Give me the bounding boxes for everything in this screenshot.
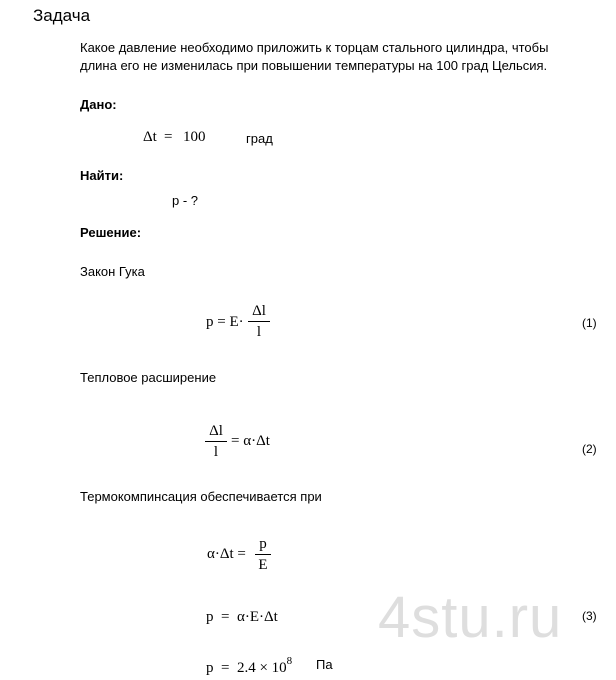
eq-comp-numerator: p [259,536,267,552]
thermal-compensation-label: Термокомпинсация обеспечивается при [80,489,322,504]
result-unit: Па [316,657,333,672]
problem-line-2: длина его не изменилась при повышении температуры на 100 град Цельсия. [80,58,548,73]
given-heading: Дано: [80,97,117,112]
result-base: p = 2.4 × 10 [206,660,287,676]
eq1-lhs: p = E· [206,314,244,330]
eq-comp-fraction [255,536,271,573]
eq2-numerator: Δl [209,423,223,439]
eq2-denominator: l [213,444,219,460]
eq-comp-fraction-bar [255,554,271,555]
eq2-rhs: = α·Δt [231,433,270,449]
thermal-expansion-label: Тепловое расширение [80,370,217,385]
page-title: Задача [33,6,91,25]
eq1-denominator: l [256,324,262,340]
watermark-logo: 4stu.ru [378,585,563,650]
result-exponent: 8 [286,655,293,667]
eq3-number: (3) [582,609,597,623]
eq-comp-lhs: α·Δt = [207,546,246,562]
given-equals: = [164,129,173,145]
find-heading: Найти: [80,168,124,183]
eq2-fraction [205,423,227,460]
eq2-number: (2) [582,442,597,456]
given-value: 100 [183,129,206,145]
eq1-number: (1) [582,316,597,330]
result-formula [206,655,292,677]
eq1-fraction [248,303,270,340]
solution-heading: Решение: [80,225,142,240]
given-delta-t: Δt [143,129,157,145]
given-unit: град [246,131,273,146]
problem-line-1: Какое давление необходимо приложить к торцам стального цилиндра, чтобы [80,40,549,55]
eq1-fraction-bar [248,321,270,322]
eq1-numerator: Δl [252,303,266,319]
hooke-law-label: Закон Гука [80,264,145,279]
eq3: p = α·E·Δt [206,609,278,625]
eq-comp-denominator: E [258,557,268,573]
eq2-fraction-bar [205,441,227,442]
find-target: p - ? [172,193,199,208]
